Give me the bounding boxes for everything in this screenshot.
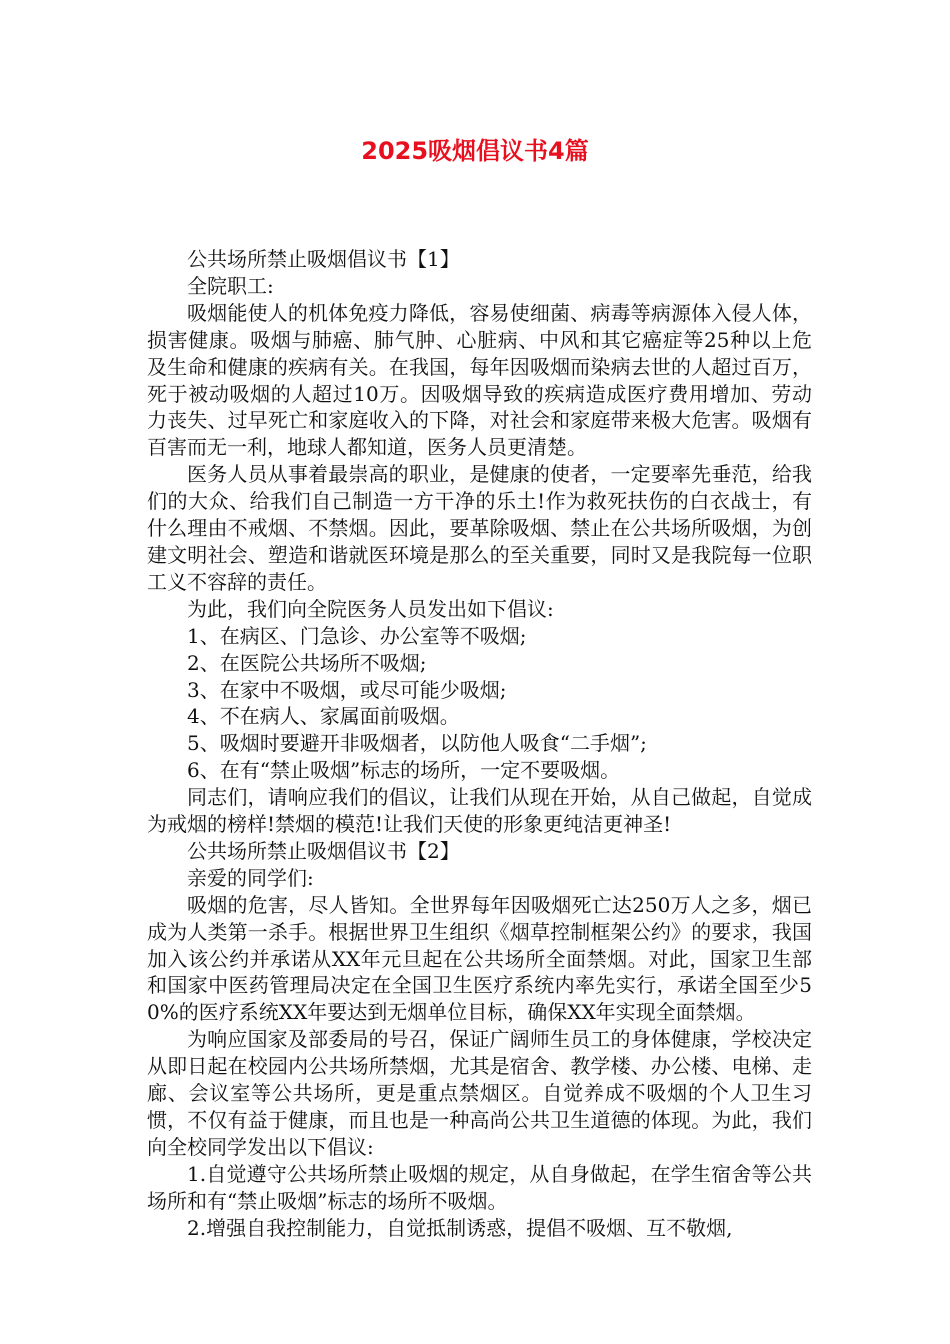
list-item: 4、不在病人、家属面前吸烟。 bbox=[187, 704, 460, 729]
list-item: 5、吸烟时要避开非吸烟者，以防他人吸食“二手烟”; bbox=[187, 731, 647, 756]
list-item: 2、在医院公共场所不吸烟; bbox=[187, 650, 427, 675]
paragraph: 吸烟的危害，尽人皆知。全世界每年因吸烟死亡达250万人之多，烟已成为人类第一杀手。根据世界卫生组织《烟草控制框架公约》的要求，我国加入该公约并承诺从XX年元旦起在公共场所全面禁烟。对此，国家卫生部和国家中医药管理局决定在全国卫生医疗系统内率先实行，承诺全国至少50%的医疗系统XX年要达到无烟单位目标，确保XX年实现全面禁烟。 bbox=[147, 892, 812, 1025]
document-body bbox=[147, 246, 812, 1242]
list-item: 1.自觉遵守公共场所禁止吸烟的规定，从自身做起，在学生宿舍等公共场所和有“禁止吸烟”标志的场所不吸烟。 bbox=[147, 1161, 812, 1213]
list-item: 1、在病区、门急诊、办公室等不吸烟; bbox=[187, 623, 527, 648]
list-item: 2.增强自我控制能力，自觉抵制诱惑，提倡不吸烟、互不敬烟, bbox=[187, 1215, 733, 1240]
list-item: 6、在有“禁止吸烟”标志的场所，一定不要吸烟。 bbox=[187, 758, 621, 783]
paragraph: 为响应国家及部委局的号召，保证广阔师生员工的身体健康，学校决定从即日起在校园内公共场所禁烟，尤其是宿舍、教学楼、办公楼、电梯、走廊、会议室等公共场所，更是重点禁烟区。自觉养成不吸烟的个人卫生习惯，不仅有益于健康，而且也是一种高尚公共卫生道德的体现。为此，我们向全校同学发出以下倡议: bbox=[147, 1027, 812, 1159]
paragraph: 吸烟能使人的机体免疫力降低，容易使细菌、病毒等病源体入侵人体，损害健康。吸烟与肺癌、肺气肿、心脏病、中风和其它癌症等25种以上危及生命和健康的疾病有关。在我国，每年因吸烟而染病去世的人超过百万，死于被动吸烟的人超过10万。因吸烟导致的疾病造成医疗费用增加、劳动力丧失、过早死亡和家庭收入的下降，对社会和家庭带来极大危害。吸烟有百害而无一利，地球人都知道，医务人员更清楚。 bbox=[147, 300, 812, 460]
paragraph: 为此，我们向全院医务人员发出如下倡议: bbox=[187, 596, 554, 621]
salutation: 全院职工: bbox=[187, 273, 274, 298]
list-item: 3、在家中不吸烟，或尽可能少吸烟; bbox=[187, 677, 507, 702]
paragraph: 医务人员从事着最崇高的职业，是健康的使者，一定要率先垂范，给我们的大众、给我们自己制造一方干净的乐土!作为救死扶伤的白衣战士，有什么理由不戒烟、不禁烟。因此，要革除吸烟、禁止在公共场所吸烟，为创建文明社会、塑造和谐就医环境是那么的至关重要，同时又是我院每一位职工义不容辞的责任。 bbox=[147, 462, 812, 594]
salutation: 亲爱的同学们: bbox=[187, 865, 314, 890]
paragraph: 同志们，请响应我们的倡议，让我们从现在开始，从自己做起，自觉成为戒烟的榜样!禁烟的模范!让我们天使的形象更纯洁更神圣! bbox=[147, 785, 812, 837]
section-heading-1: 公共场所禁止吸烟倡议书【1】 bbox=[187, 247, 460, 271]
document-title: 2025吸烟倡议书4篇 bbox=[361, 137, 589, 165]
section-heading-2: 公共场所禁止吸烟倡议书【2】 bbox=[187, 838, 460, 863]
